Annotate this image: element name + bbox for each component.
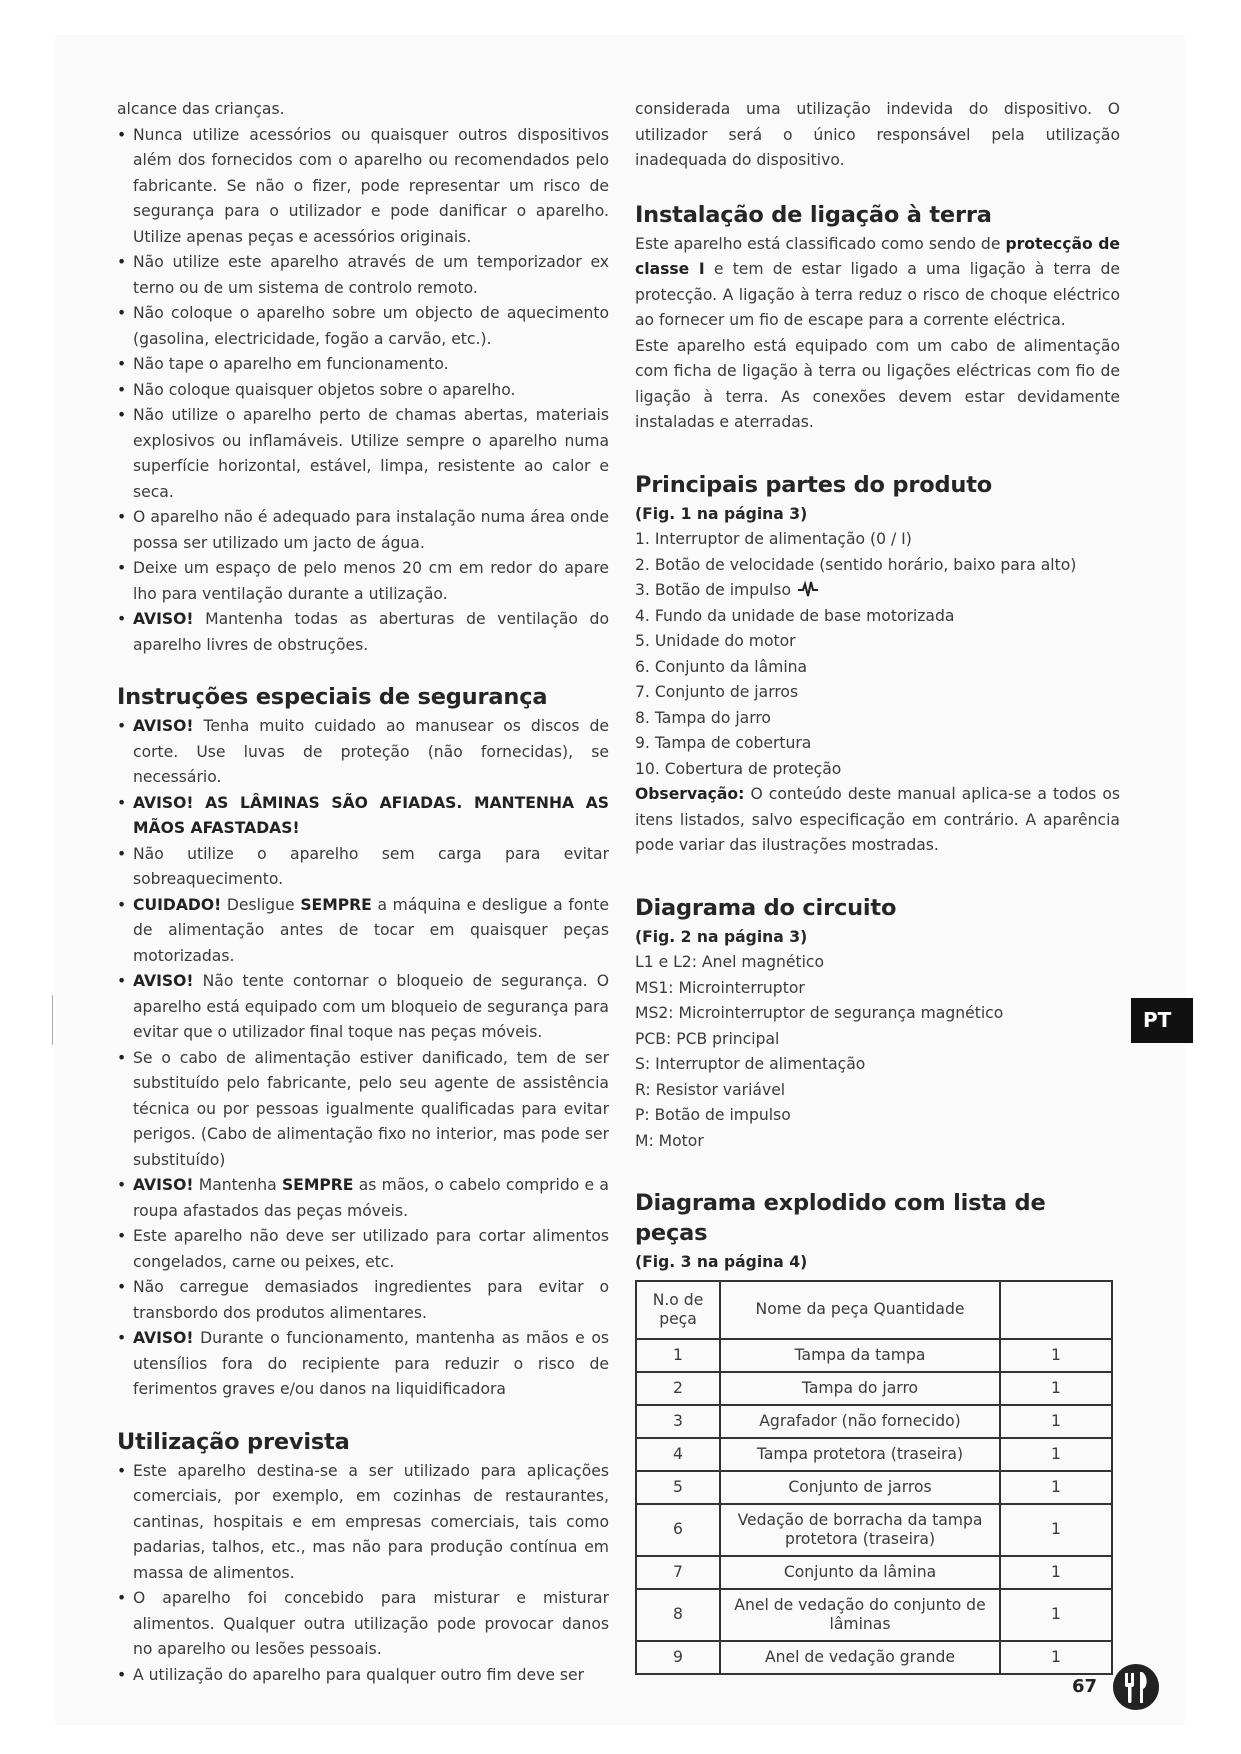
list-item: R: Resistor variável <box>635 1080 786 1099</box>
list-item: MS1: Microinterruptor <box>635 978 805 997</box>
list-item <box>117 607 609 658</box>
list-item: • Não utilize o aparelho perto de chamas abertas, materiais explosivos ou inflamáveis. Utilize sempre o aparelho numa superfície horizontal, estável, limpa, resistente ao calor e seca. <box>117 403 609 505</box>
item-text: 3. Botão de impulso <box>635 581 791 599</box>
earthing-paragraph-2: Este aparelho está equipado com um cabo de alimentação com ficha de ligação à terra ou ligações eléctricas com fio de ligação à terra. As conexões devem estar devidamente instaladas e aterradas. <box>635 336 1120 431</box>
pulse-icon <box>797 580 819 598</box>
table-row <box>636 1471 1112 1504</box>
item-text: Durante o funcionamento, mantenha as mãos e os utensílios fora do recipiente para reduzir o risco de ferimentos graves e/ou danos na liquidificadora <box>133 1329 609 1398</box>
paragraph-text: e tem de estar ligado a uma ligação à terra de protecção. A ligação à terra reduz o risco de choque eléctrico ao fornecer um fio de escape para a corrente eléctrica. <box>635 260 1120 329</box>
figure-reference: (Fig. 3 na página 4) <box>635 1253 808 1271</box>
list-item: 1. Interruptor de alimentação (0 / I) <box>635 530 912 548</box>
list-item: • Não coloque o aparelho sobre um objecto de aquecimento (gasolina, electricidade, fogão a carvão, etc.). <box>117 301 609 352</box>
warning-label: CUIDADO! <box>133 895 222 914</box>
list-item: • O aparelho não é adequado para instalação numa área onde possa ser utilizado um jacto de água. <box>117 505 609 556</box>
table-cell: Conjunto da lâmina <box>720 1556 1000 1589</box>
list-item: 9. Tampa de cobertura <box>635 734 812 752</box>
intended-use-heading: Utilização prevista <box>117 1428 350 1455</box>
table-row <box>636 1405 1112 1438</box>
list-item <box>117 1275 609 1326</box>
list-item: 5. Unidade do motor <box>635 632 796 650</box>
table-cell: 6 <box>636 1504 720 1556</box>
paragraph-text: Este aparelho está classificado como sendo de <box>635 234 1006 253</box>
list-item: • A utilização do aparelho para qualquer outro fim deve ser <box>117 1663 609 1689</box>
item-text: Se o cabo de alimentação estiver danificado, tem de ser substituído pelo fabricante, pelo seu agente de assistência técnica ou por pessoas igualmente qualificadas para evitar perigos. (Cabo de alimentação fixo no interior, mas pode ser substituído) <box>133 1048 609 1169</box>
list-item: • Este aparelho destina-se a ser utilizado para aplicações comerciais, por exemplo, em cozinhas de restaurantes, cantinas, hospitais e em empresas comerciais, tais como padarias, talhos, etc., mas não para produção contínua em massa de alimentos. <box>117 1459 609 1587</box>
table-cell: 1 <box>1000 1339 1112 1372</box>
table-cell: 1 <box>1000 1438 1112 1471</box>
list-item: P: Botão de impulso <box>635 1106 791 1124</box>
list-item <box>117 1173 609 1224</box>
table-cell: Tampa protetora (traseira) <box>720 1438 1000 1471</box>
circuit-heading: Diagrama do circuito <box>635 894 897 921</box>
table-row <box>636 1504 1112 1556</box>
warning-label: AVISO! <box>133 610 194 628</box>
table-cell: 4 <box>636 1438 720 1471</box>
table-cell: 1 <box>1000 1372 1112 1405</box>
list-item <box>117 791 609 842</box>
list-item <box>117 714 609 791</box>
list-item <box>635 578 1120 604</box>
table-header-row <box>636 1281 1112 1339</box>
list-item <box>117 1326 609 1403</box>
item-text: Desligue <box>221 895 301 914</box>
table-cell: 1 <box>1000 1504 1112 1556</box>
warning-label: AVISO! <box>133 972 194 990</box>
earthing-paragraph <box>635 232 1120 334</box>
table-cell: 1 <box>1000 1589 1112 1641</box>
emphasis: SEMPRE <box>300 895 372 914</box>
list-item: L1 e L2: Anel magnético <box>635 953 825 971</box>
item-text: as mãos, o cabelo comprido e a roupa afastados das peças móveis. <box>133 1176 609 1220</box>
header-cell: N.o de peça <box>636 1281 720 1339</box>
list-item <box>117 893 609 970</box>
note-paragraph <box>635 782 1120 859</box>
table-cell: 9 <box>636 1641 720 1674</box>
table-cell: 8 <box>636 1589 720 1641</box>
note-label: Observação: <box>635 785 745 803</box>
warning-label: AVISO! AS LÂMINAS SÃO AFIADAS. MANTENHA AS MÃOS AFASTADAS! <box>133 793 609 837</box>
table-cell: Anel de vedação grande <box>720 1641 1000 1674</box>
table-cell: 1 <box>1000 1556 1112 1589</box>
list-item: S: Interruptor de alimentação <box>635 1055 866 1073</box>
header-cell <box>1000 1281 1112 1339</box>
list-item: • Nunca utilize acessórios ou quaisquer outros dispositivos além dos fornecidos com o aparelho ou recomendados pelo fabricante. Se não o fizer, pode representar um risco de segurança para o utilizador e pode danificar o aparelho. Utilize apenas peças e acessórios originais. <box>117 123 609 251</box>
table-row <box>636 1589 1112 1641</box>
item-text: Tenha muito cuidado ao manusear os discos de corte. Use luvas de proteção (não fornecidas), se necessário. <box>133 717 609 786</box>
list-item: • Não coloque quaisquer objetos sobre o aparelho. <box>117 378 609 404</box>
list-item: • Deixe um espaço de pelo menos 20 cm em redor do apare lho para ventilação durante a utilização. <box>117 556 609 607</box>
table-row <box>636 1438 1112 1471</box>
warning-label: AVISO! <box>133 1329 194 1347</box>
table-cell: Tampa do jarro <box>720 1372 1000 1405</box>
item-text: Não carregue demasiados ingredientes para evitar o transbordo dos produtos alimentares. <box>133 1278 609 1322</box>
right-column <box>635 97 1120 1675</box>
item-text: Mantenha <box>193 1176 282 1194</box>
table-cell: Vedação de borracha da tampa protetora (traseira) <box>720 1504 1000 1556</box>
list-item: • Não tape o aparelho em funcionamento. <box>117 352 609 378</box>
parts-table <box>635 1280 1113 1675</box>
emphasis: protecção de classe I <box>635 234 1120 278</box>
special-safety-heading: Instruções especiais de segurança <box>117 684 548 710</box>
page-edge-mark <box>52 995 53 1045</box>
table-cell: Anel de vedação do conjunto de lâminas <box>720 1589 1000 1641</box>
list-item: 10. Cobertura de proteção <box>635 759 842 778</box>
list-item: 4. Fundo da unidade de base motorizada <box>635 606 955 625</box>
earthing-heading: Instalação de ligação à terra <box>635 201 992 228</box>
figure-reference: (Fig. 2 na página 3) <box>635 927 808 946</box>
table-cell: 2 <box>636 1372 720 1405</box>
emphasis: SEMPRE <box>281 1176 354 1194</box>
left-column <box>117 97 609 1688</box>
table-cell: Tampa da tampa <box>720 1339 1000 1372</box>
page-number: 67 <box>1072 1676 1098 1697</box>
language-tab: PT <box>1131 998 1193 1043</box>
list-item: M: Motor <box>635 1131 704 1150</box>
table-cell: Conjunto de jarros <box>720 1471 1000 1504</box>
table-row <box>636 1641 1112 1674</box>
list-item: 7. Conjunto de jarros <box>635 683 799 701</box>
table-row <box>636 1339 1112 1372</box>
warning-text: Mantenha todas as aberturas de ventilação do aparelho livres de obstruções. <box>133 610 609 654</box>
warning-label: AVISO! <box>133 717 194 735</box>
figure-reference: (Fig. 1 na página 3) <box>635 504 808 523</box>
continued-text: considerada uma utilização indevida do dispositivo. O utilizador será o único responsável pela utilização inadequada do dispositivo. <box>635 100 1120 169</box>
circuit-list <box>635 950 1120 1154</box>
table-cell: 7 <box>636 1556 720 1589</box>
item-text: Este aparelho não deve ser utilizado para cortar alimentos congelados, carne ou peixes, etc. <box>133 1227 609 1271</box>
list-item: 8. Tampa do jarro <box>635 708 771 727</box>
list-item: 2. Botão de velocidade (sentido horário, baixo para alto) <box>635 555 1077 574</box>
table-cell: 1 <box>636 1339 720 1372</box>
table-cell: 1 <box>1000 1641 1112 1674</box>
list-item <box>117 1046 609 1174</box>
list-item <box>117 842 609 893</box>
list-item <box>117 969 609 1046</box>
cutlery-logo-icon <box>1112 1663 1160 1711</box>
intro-list <box>117 97 609 658</box>
note-text: O conteúdo deste manual aplica-se a todos os itens listados, salvo especificação em contrário. A aparência pode variar das ilustrações mostradas. <box>635 785 1120 854</box>
item-text: a máquina e desligue a fonte de alimentação antes de tocar em quaisquer peças motorizadas. <box>133 895 609 965</box>
list-item: MS2: Microinterruptor de segurança magnético <box>635 1004 1004 1022</box>
table-row <box>636 1556 1112 1589</box>
list-item: PCB: PCB principal <box>635 1029 780 1048</box>
table-cell: 5 <box>636 1471 720 1504</box>
item-text: Não utilize o aparelho sem carga para evitar sobreaquecimento. <box>133 844 609 888</box>
list-item: alcance das crianças. <box>117 100 285 118</box>
intended-use-list <box>117 1459 609 1689</box>
list-item: • O aparelho foi concebido para misturar e misturar alimentos. Qualquer outra utilização pode provocar danos no aparelho ou lesões pessoais. <box>117 1586 609 1663</box>
table-cell: Agrafador (não fornecido) <box>720 1405 1000 1438</box>
parts-list <box>635 527 1120 782</box>
table-cell: 1 <box>1000 1405 1112 1438</box>
item-text: Não tente contornar o bloqueio de segurança. O aparelho está equipado com um bloqueio de segurança para evitar que o utilizador final toque nas peças móveis. <box>133 972 609 1041</box>
list-item: 6. Conjunto da lâmina <box>635 657 808 676</box>
table-cell: 1 <box>1000 1471 1112 1504</box>
exploded-heading: Diagrama explodido com lista de peças <box>635 1190 1046 1246</box>
table-row <box>636 1372 1112 1405</box>
list-item <box>117 1224 609 1275</box>
main-parts-heading: Principais partes do produto <box>635 471 993 498</box>
special-safety-list <box>117 714 609 1403</box>
table-cell: 3 <box>636 1405 720 1438</box>
warning-label: AVISO! <box>133 1176 194 1194</box>
list-item: • Não utilize este aparelho através de um temporizador ex terno ou de um sistema de controlo remoto. <box>117 250 609 301</box>
header-cell: Nome da peça Quantidade <box>720 1281 1000 1339</box>
